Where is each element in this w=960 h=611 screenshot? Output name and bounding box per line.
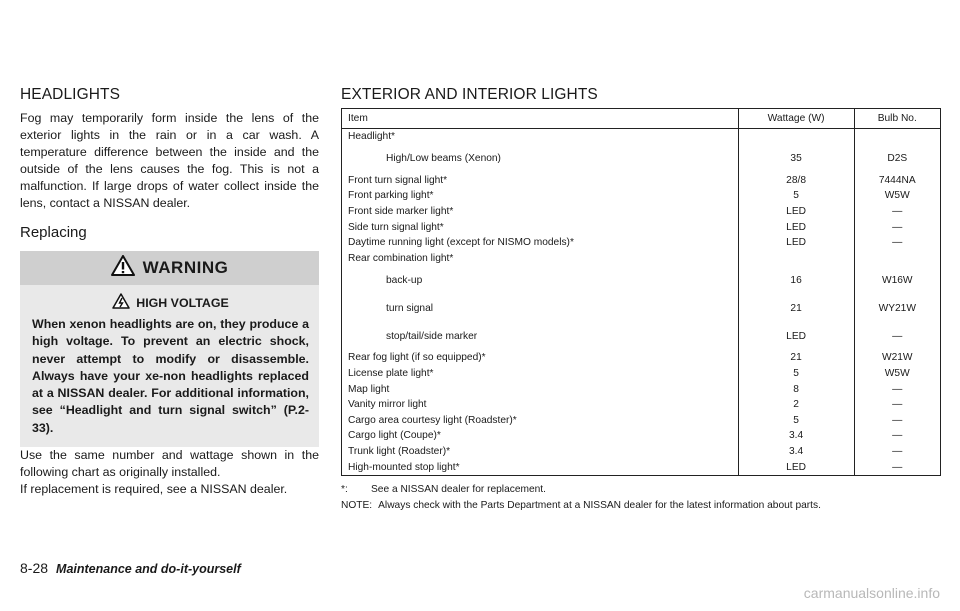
cell-item: back-up [342,266,739,294]
cell-wattage: 16 [738,266,854,294]
table-row [342,219,941,235]
lights-heading: EXTERIOR AND INTERIOR LIGHTS [341,86,598,103]
cell-wattage: 21 [738,350,854,366]
cell-wattage: 5 [738,366,854,382]
cell-bulb: — [892,330,903,342]
page-footer [20,560,241,576]
cell-item: Front parking light* [342,188,739,204]
cell-wattage: 3.4 [738,444,854,460]
table-row [342,444,941,460]
table-row [342,235,941,251]
cell-bulb: W5W [884,190,910,202]
table-row [342,413,941,429]
lights-table [341,108,941,476]
cell-wattage: 5 [738,188,854,204]
cell-bulb: — [892,461,903,473]
cell-bulb: D2S [887,153,908,165]
column-header-wattage: Wattage (W) [738,109,854,129]
warning-triangle-icon [111,255,135,281]
cell-wattage: 3.4 [738,428,854,444]
cell-item: Headlight* [342,129,739,145]
cell-bulb: — [892,237,903,249]
table-row [342,294,941,322]
note-parts-key: NOTE: [341,499,373,511]
cell-item: Side turn signal light* [342,219,739,235]
cell-bulb [854,251,940,267]
high-voltage-icon [112,293,130,312]
note-asterisk [341,482,941,498]
left-column [20,86,319,498]
column-header-bulb: Bulb No. [854,109,940,129]
cell-wattage: LED [738,322,854,350]
cell-wattage [738,251,854,267]
cell-item: Cargo light (Coupe)* [342,428,739,444]
cell-item: Rear combination light* [342,251,739,267]
cell-item: Vanity mirror light [342,397,739,413]
cell-wattage: 35 [738,145,854,173]
warning-title: WARNING [142,258,229,277]
footer-section-title: Maintenance and do-it-yourself [56,562,241,576]
lights-table-body [342,129,941,476]
warning-banner [20,251,319,285]
table-row [342,173,941,189]
table-row [342,204,941,220]
table-row [342,188,941,204]
fog-paragraph: Fog may temporarily form inside the lens of the exterior lights in the rain or in a car wash. A temperature difference between the inside and the outside of the lens causes the fog. This is not a malfunction. If large drops of water collect inside the lens, contact a NISSAN dealer. [20,111,319,210]
cell-bulb: — [892,430,903,442]
right-column [341,86,941,514]
high-voltage-label [32,293,309,312]
column-header-item: Item [342,109,739,129]
table-row [342,366,941,382]
headlights-heading: HEADLIGHTS [20,86,121,103]
table-header-row [342,109,941,129]
page-number: 8-28 [20,560,49,576]
cell-wattage: LED [738,204,854,220]
table-row [342,266,941,294]
cell-item: High/Low beams (Xenon) [342,145,739,173]
cell-item: License plate light* [342,366,739,382]
cell-bulb: — [892,446,903,458]
cell-wattage: 5 [738,413,854,429]
table-row [342,381,941,397]
table-row [342,322,941,350]
cell-bulb: W21W [881,352,913,364]
replacement-paragraph: If replacement is required, see a NISSAN dealer. [20,482,288,497]
table-row [342,251,941,267]
cell-wattage: 2 [738,397,854,413]
cell-wattage: LED [738,235,854,251]
cell-item: Map light [342,381,739,397]
cell-bulb [854,129,940,145]
cell-bulb: W16W [881,274,913,286]
table-row [342,459,941,475]
cell-wattage: 21 [738,294,854,322]
table-row [342,129,941,145]
cell-bulb: 7444NA [878,174,916,186]
cell-wattage: 28/8 [738,173,854,189]
note-asterisk-key: *: [341,483,348,495]
warning-text: When xenon headlights are on, they produce a high voltage. To prevent an electric shock, never attempt to modify or disassemble. Always have your xe-non headlights replaced at a NISSAN dealer. For additional information, see “Headlight and turn signal switch” (P.2-33). [32,317,309,435]
cell-bulb: — [892,383,903,395]
watermark: carmanualsonline.info [803,585,940,601]
cell-bulb: WY21W [878,302,916,314]
cell-bulb: — [892,221,903,233]
cell-item: Rear fog light (if so equipped)* [342,350,739,366]
cell-item: stop/tail/side marker [342,322,739,350]
cell-bulb: — [892,414,903,426]
note-asterisk-text: See a NISSAN dealer for replacement. [371,483,546,495]
cell-wattage [738,129,854,145]
cell-wattage: 8 [738,381,854,397]
cell-wattage: LED [738,219,854,235]
cell-bulb: — [892,206,903,218]
cell-item: Trunk light (Roadster)* [342,444,739,460]
cell-item: Front turn signal light* [342,173,739,189]
table-notes [341,482,941,514]
high-voltage-text: HIGH VOLTAGE [136,295,229,310]
cell-item: Daytime running light (except for NISMO models)* [342,235,739,251]
cell-bulb: — [892,399,903,411]
replacing-heading: Replacing [20,224,87,241]
cell-item: High-mounted stop light* [342,459,739,475]
warning-box [20,251,319,447]
cell-item: Front side marker light* [342,204,739,220]
cell-bulb: W5W [884,368,910,380]
cell-item: turn signal [342,294,739,322]
table-row [342,145,941,173]
table-row [342,397,941,413]
cell-wattage: LED [738,459,854,475]
cell-item: Cargo area courtesy light (Roadster)* [342,413,739,429]
table-row [342,428,941,444]
table-row [342,350,941,366]
same-number-paragraph: Use the same number and wattage shown in the following chart as originally installed. [20,448,319,480]
note-parts [341,498,941,514]
note-parts-text: Always check with the Parts Department at a NISSAN dealer for the latest information about parts. [378,499,821,511]
